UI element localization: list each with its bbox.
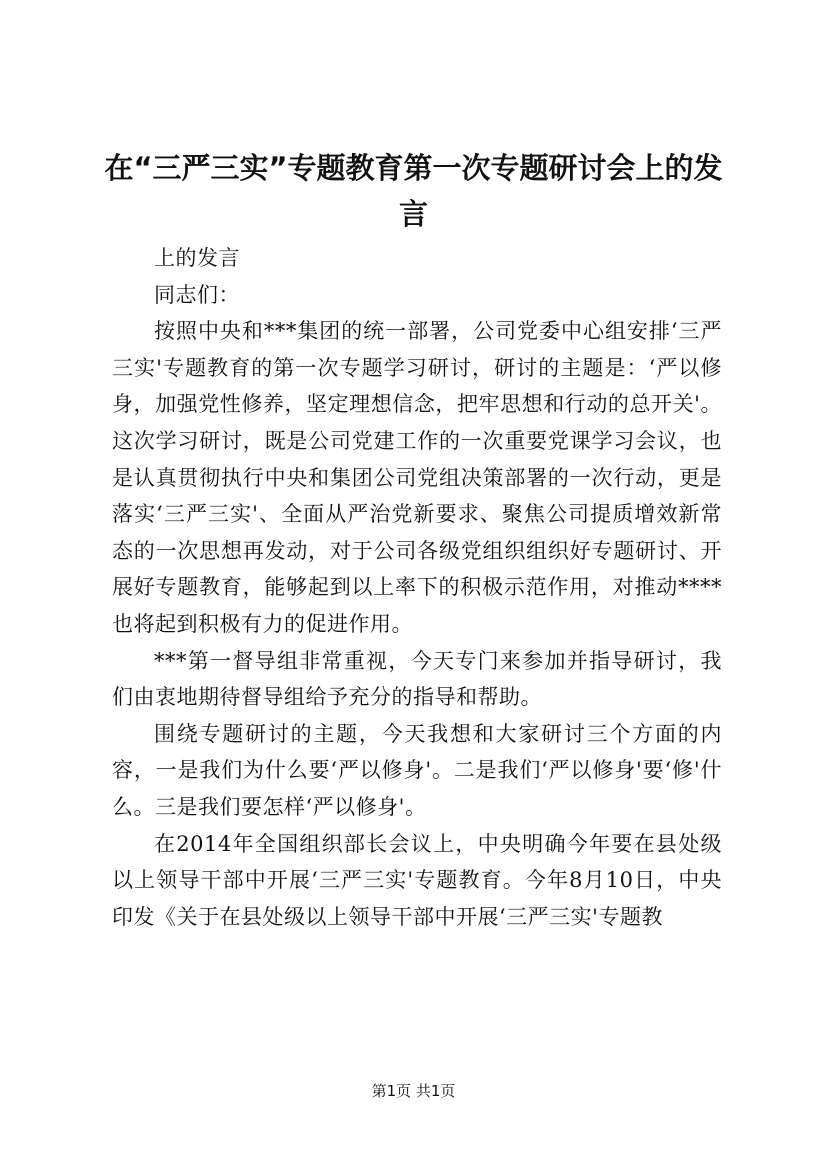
document-body (112, 240, 722, 935)
paragraph: 上的发言 (154, 246, 240, 270)
document-title: 在“三严三实”专题教育第一次专题研讨会上的发言 (104, 151, 723, 231)
paragraph: 同志们： (154, 282, 240, 307)
paragraph: 在2014年全国组织部长会议上，中央明确今年要在县处级以上领导干部中开展‘三严三实'专题教育。今年8月10日，中央印发《关于在县处级以上领导干部中开展‘三严三实'专题教 (112, 831, 722, 929)
paragraph: 按照中央和***集团的统一部署，公司党委中心组安排‘三严三实'专题教育的第一次专题学习研讨，研讨的主题是：‘严以修身，加强党性修养，坚定理想信念，把牢思想和行动的总开关'。这次学习研讨，既是公司党建工作的一次重要党课学习会议，也是认真贯彻执行中央和集团公司党组决策部署的一次行动，更是落实‘三严三实'、全面从严治党新要求、聚焦公司提质增效新常态的一次思想再发动，对于公司各级党组织组织好专题研讨、开展好专题教育，能够起到以上率下的积极示范作用，对推动****也将起到积极有力的促进作用。 (112, 319, 722, 636)
paragraph: ***第一督导组非常重视，今天专门来参加并指导研讨，我们由衷地期待督导组给予充分的指导和帮助。 (112, 648, 722, 710)
page-footer: 第1页 共1页 (371, 1082, 456, 1100)
paragraph: 围绕专题研讨的主题，今天我想和大家研讨三个方面的内容，一是我们为什么要‘严以修身'。二是我们‘严以修身'要‘修'什么。三是我们要怎样‘严以修身'。 (112, 721, 722, 819)
